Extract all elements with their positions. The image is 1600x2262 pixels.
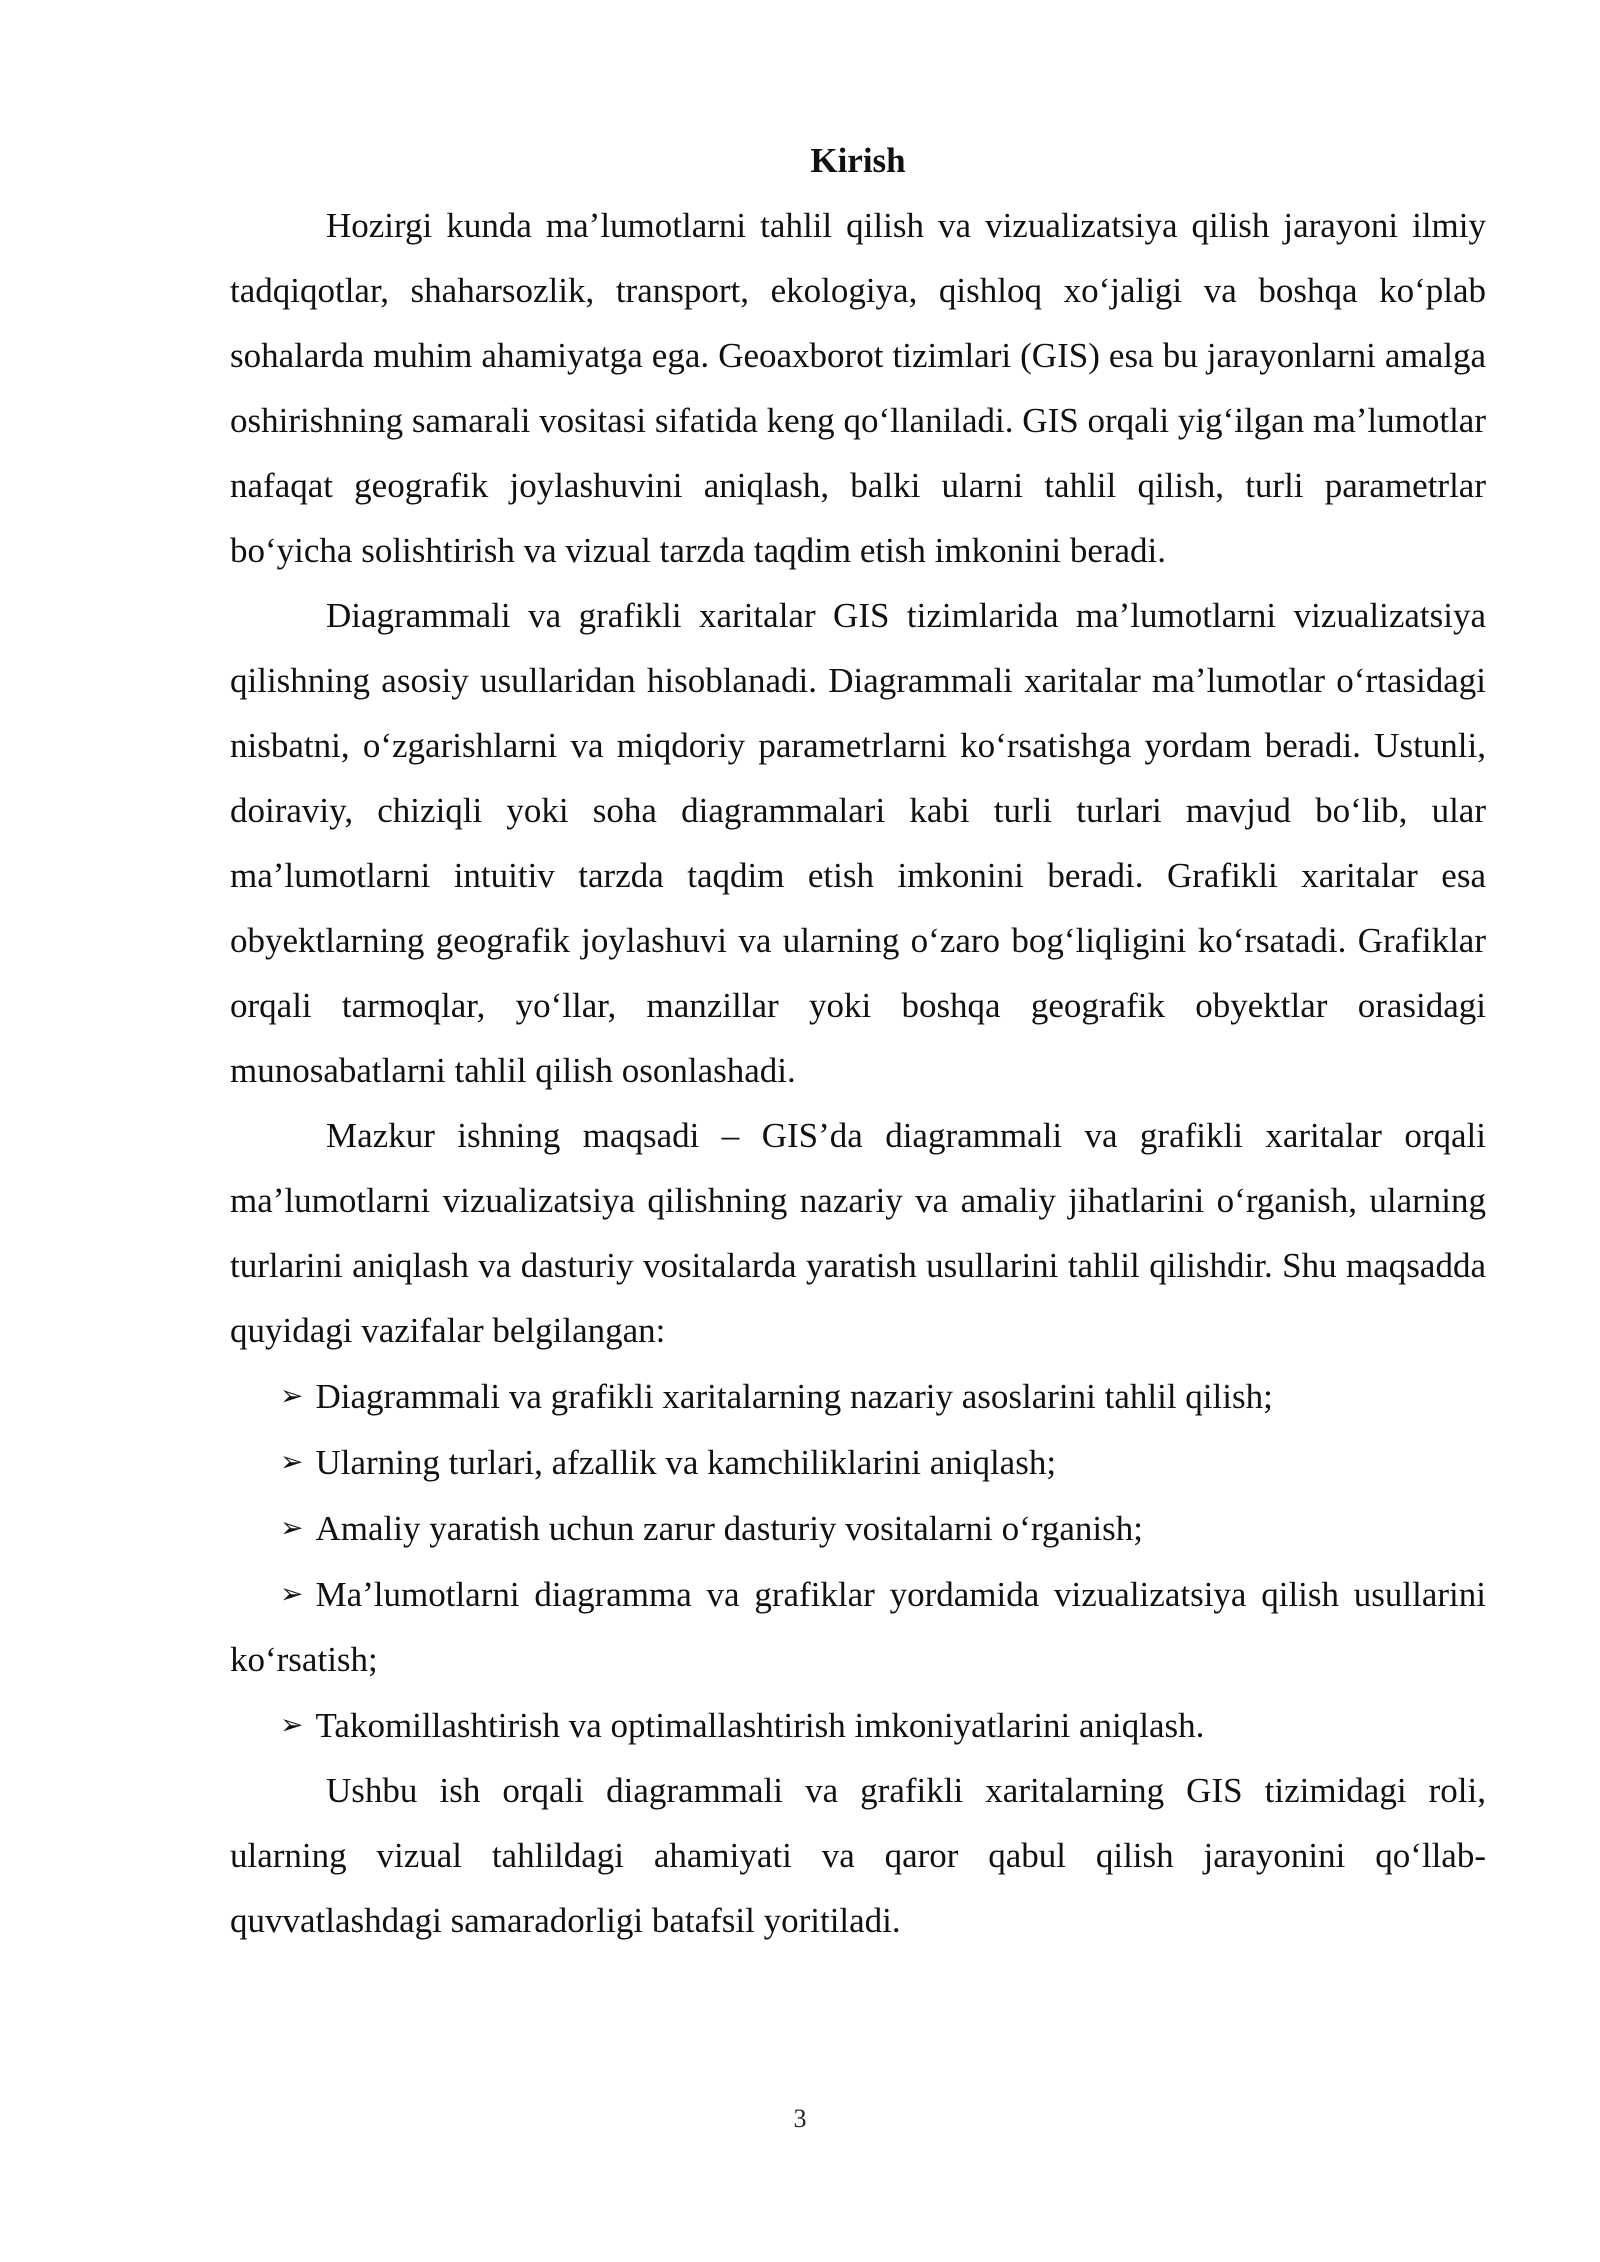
arrowhead-bullet-icon: ➢ [280, 1577, 304, 1610]
task-list-item [230, 1692, 1486, 1758]
arrowhead-bullet-icon: ➢ [280, 1511, 304, 1544]
task-text: Diagrammali va grafikli xaritalarning nazariy asoslarini tahlil qilish; [315, 1377, 1273, 1416]
task-list-item [230, 1363, 1486, 1429]
page-content [230, 128, 1486, 1953]
task-list-item [230, 1495, 1486, 1561]
paragraph-closing: Ushbu ish orqali diagrammali va grafikli xaritalarning GIS tizimidagi roli, ularning vizual tahlildagi ahamiyati va qaror qabul qilish jarayonini qoʻllab-quvvatlashdagi samaradorligi batafsil yoritiladi. [230, 1771, 1486, 1940]
task-list-item [230, 1561, 1486, 1692]
task-text: Amaliy yaratish uchun zarur dasturiy vositalarni oʻrganish; [315, 1509, 1143, 1548]
paragraph-intro: Hozirgi kunda maʼlumotlarni tahlil qilish va vizualizatsiya qilish jarayoni ilmiy tadqiqotlar, shaharsozlik, transport, ekologiya, qishloq xoʻjaligi va boshqa koʻplab sohalarda muhim ahamiyatga ega. Geoaxborot tizimlari (GIS) esa bu jarayonlarni amalga oshirishning samarali vositasi sifatida keng qoʻllaniladi. GIS orqali yigʻilgan maʼlumotlar nafaqat geografik joylashuvini aniqlash, balki ularni tahlil qilish, turli parametrlar boʻyicha solishtirish va vizual tarzda taqdim etish imkonini beradi. [230, 206, 1486, 570]
arrowhead-bullet-icon: ➢ [280, 1445, 304, 1478]
paragraph-goal: Mazkur ishning maqsadi – GIS’da diagrammali va grafikli xaritalar orqali maʼlumotlarni vizualizatsiya qilishning nazariy va amaliy jihatlarini oʻrganish, ularning turlarini aniqlash va dasturiy vositalarda yaratish usullarini tahlil qilishdir. Shu maqsadda quyidagi vazifalar belgilangan: [230, 1116, 1486, 1350]
task-list-item [230, 1429, 1486, 1495]
section-title: Kirish [810, 141, 906, 180]
task-text: Maʼlumotlarni diagramma va grafiklar yordamida vizualizatsiya qilish usullarini koʻrsatish; [230, 1575, 1486, 1679]
arrowhead-bullet-icon: ➢ [280, 1379, 304, 1412]
task-text: Takomillashtirish va optimallashtirish imkoniyatlarini aniqlash. [315, 1706, 1205, 1745]
task-text: Ularning turlari, afzallik va kamchiliklarini aniqlash; [315, 1443, 1057, 1482]
page-number: 3 [793, 2104, 807, 2133]
arrowhead-bullet-icon: ➢ [280, 1708, 304, 1741]
paragraph-diagram-maps: Diagrammali va grafikli xaritalar GIS tizimlarida maʼlumotlarni vizualizatsiya qilishning asosiy usullaridan hisoblanadi. Diagrammali xaritalar maʼlumotlar oʻrtasidagi nisbatni, oʻzgarishlarni va miqdoriy parametrlarni koʻrsatishga yordam beradi. Ustunli, doiraviy, chiziqli yoki soha diagrammalari kabi turli turlari mavjud boʻlib, ular maʼlumotlarni intuitiv tarzda taqdim etish imkonini beradi. Grafikli xaritalar esa obyektlarning geografik joylashuvi va ularning oʻzaro bogʻliqligini koʻrsatadi. Grafiklar orqali tarmoqlar, yoʻllar, manzillar yoki boshqa geografik obyektlar orasidagi munosabatlarni tahlil qilish osonlashadi. [230, 596, 1486, 1090]
